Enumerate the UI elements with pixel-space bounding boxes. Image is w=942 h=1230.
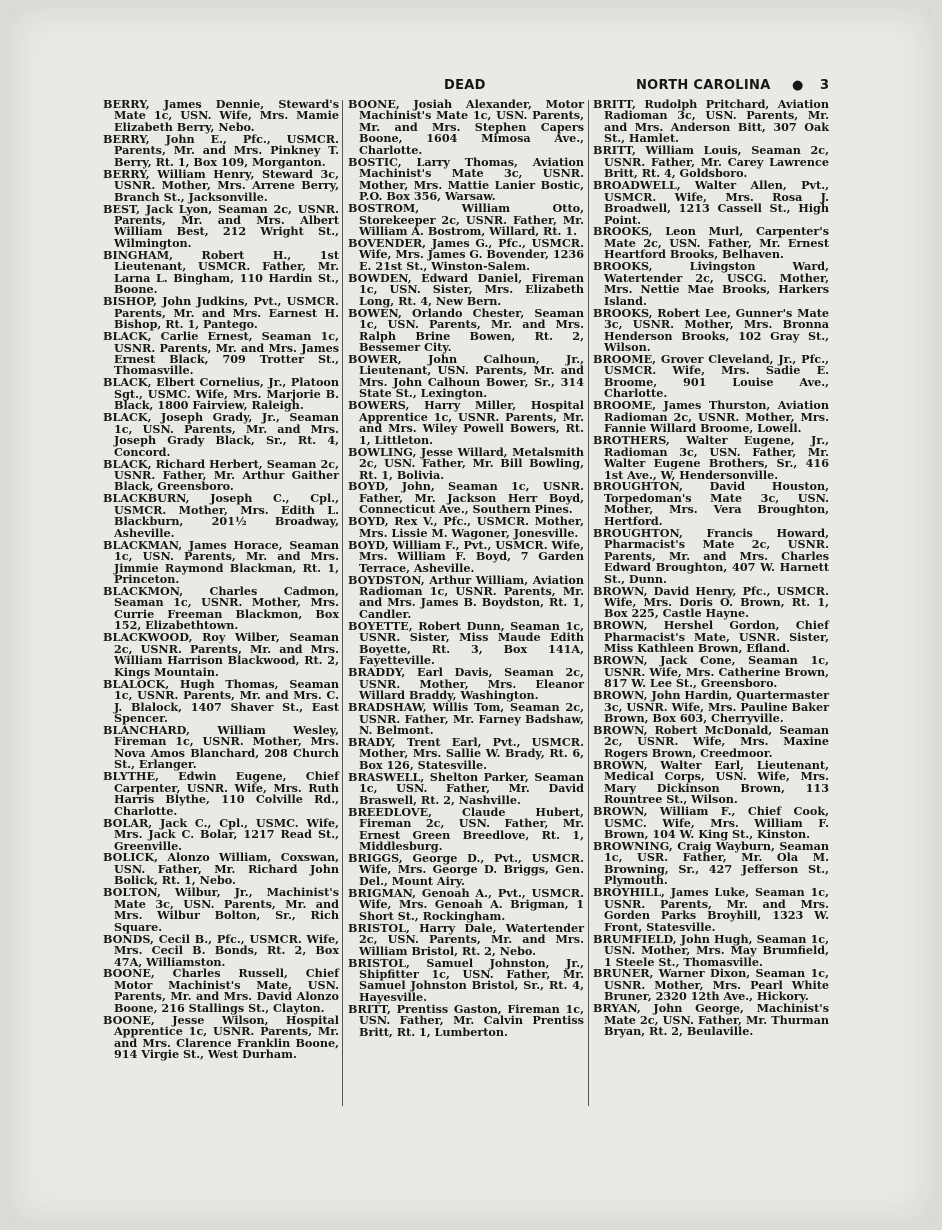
list-item: BOWER, John Calhoun, Jr., Lieutenant, USN. Parents, Mr. and Mrs. John Calhoun Bower, Sr., 314 State St., Lexington. bbox=[348, 351, 584, 401]
list-item: BROWN, Hershel Gordon, Chief Pharmacist's Mate, USNR. Sister, Miss Kathleen Brown, Efland. bbox=[593, 618, 829, 656]
list-item: BOYETTE, Robert Dunn, Seaman 1c, USNR. Sister, Miss Maude Edith Boyette, Rt. 3, Box 141A, Fayetteville. bbox=[348, 618, 584, 668]
list-item: BLACK, Richard Herbert, Seaman 2c, USNR. Father, Mr. Arthur Gaither Black, Greensboro. bbox=[103, 456, 339, 494]
list-item: BRITT, William Louis, Seaman 2c, USNR. Father, Mr. Carey Lawrence Britt, Rt. 4, Goldsboro. bbox=[593, 143, 829, 181]
list-item: BOWEN, Orlando Chester, Seaman 1c, USN. Parents, Mr. and Mrs. Ralph Brine Bowen, Rt. 2, Bessemer City. bbox=[348, 305, 584, 355]
list-item: BLACK, Carlie Ernest, Seaman 1c, USNR. Parents, Mr. and Mrs. James Ernest Black, 709 Trotter St., Thomasville. bbox=[103, 329, 339, 378]
list-item: BROWN, David Henry, Pfc., USMCR. Wife, Mrs. Doris O. Brown, Rt. 1, Box 225, Castle Hayne. bbox=[593, 583, 829, 621]
list-item: BOONE, Jesse Wilson, Hospital Apprentice 1c, USNR. Parents, Mr. and Mrs. Clarence Franklin Boone, 914 Virgie St., West Durham. bbox=[103, 1012, 339, 1062]
list-item: BOONE, Josiah Alexander, Motor Machinist's Mate 1c, USN. Parents, Mr. and Mrs. Stephen Capers Boone, 1604 Mimosa Ave., Charlotte. bbox=[348, 97, 584, 157]
header-state: NORTH CAROLINA bbox=[636, 78, 771, 93]
column-divider-1 bbox=[342, 100, 343, 1106]
list-item: BOSTIC, Larry Thomas, Aviation Machinist's Mate 3c, USNR. Mother, Mrs. Mattie Lanier Bostic, P.O. Box 356, Warsaw. bbox=[348, 154, 584, 204]
list-item: BRIGGS, George D., Pvt., USMCR. Wife, Mrs. George D. Briggs, Gen. Del., Mount Airy. bbox=[348, 850, 584, 888]
list-item: BRITT, Prentiss Gaston, Fireman 1c, USN. Father, Mr. Calvin Prentiss Britt, Rt. 1, Lumberton. bbox=[348, 1001, 584, 1039]
list-item: BRADSHAW, Willis Tom, Seaman 2c, USNR. Father, Mr. Farney Badshaw, N. Belmont. bbox=[348, 700, 584, 737]
list-item: BRITT, Rudolph Pritchard, Aviation Radioman 3c, USN. Parents, Mr. and Mrs. Anderson Bitt, 307 Oak St., Hamlet. bbox=[593, 97, 829, 146]
list-item: BLACKWOOD, Roy Wilber, Seaman 2c, USNR. Parents, Mr. and Mrs. William Harrison Blackwood, Rt. 2, Kings Mountain. bbox=[103, 630, 339, 679]
list-item: BERRY, John E., Pfc., USMCR. Parents, Mr. and Mrs. Pinkney T. Berry, Rt. 1, Box 109, Morganton. bbox=[103, 131, 339, 169]
list-item: BROWN, Jack Cone, Seaman 1c, USNR. Wife, Mrs. Catherine Brown, 817 W. Lee St., Greensboro. bbox=[593, 653, 829, 691]
list-item: BOLICK, Alonzo William, Coxswan, USN. Father, Mr. Richard John Bolick, Rt. 1, Nebo. bbox=[103, 850, 339, 888]
list-item: BOLTON, Wilbur, Jr., Machinist's Mate 3c, USN. Parents, Mr. and Mrs. Wilbur Bolton, Sr., Rich Square. bbox=[103, 885, 339, 934]
list-item: BROUGHTON, David Houston, Torpedoman's Mate 3c, USN. Mother, Mrs. Vera Broughton, Hertford. bbox=[593, 479, 829, 528]
list-item: BOWERS, Harry Miller, Hospital Apprentice 1c, USNR. Parents, Mr. and Mrs. Wiley Powell Bowers, Rt. 1, Littleton. bbox=[348, 398, 584, 447]
list-item: BROWN, Walter Earl, Lieutenant, Medical Corps, USN. Wife, Mrs. Mary Dickinson Brown, 113 Rountree St., Wilson. bbox=[593, 757, 829, 807]
list-item: BROWN, John Hardin, Quartermaster 3c, USNR. Wife, Mrs. Pauline Baker Brown, Box 603, Cherryville. bbox=[593, 688, 829, 726]
list-item: BRISTOL, Samuel Johnston, Jr., Shipfitter 1c, USN. Father, Mr. Samuel Johnston Bristol, Sr., Rt. 4, Hayesville. bbox=[348, 955, 584, 1004]
list-item: BOYD, John, Seaman 1c, USNR. Father, Mr. Jackson Herr Boyd, Connecticut Ave., Southern Pines. bbox=[348, 479, 584, 517]
list-item: BROOKS, Livingston Ward, Watertender 2c, USCG. Mother, Mrs. Nettie Mae Brooks, Harkers Island. bbox=[593, 259, 829, 308]
list-item: BRADDY, Earl Davis, Seaman 2c, USNR. Mother, Mrs. Eleanor Willard Braddy, Washington. bbox=[348, 665, 584, 703]
list-item: BROTHERS, Walter Eugene, Jr., Radioman 3c, USN. Father, Mr. Walter Eugene Brothers, Sr., 416 1st Ave., W, Hendersonville. bbox=[593, 433, 829, 482]
list-item: BOYD, Rex V., Pfc., USMCR. Mother, Mrs. Lissie M. Wagoner, Jonesville. bbox=[348, 514, 584, 540]
list-item: BRIGMAN, Genoah A., Pvt., USMCR. Wife, Mrs. Genoah A. Brigman, 1 Short St., Rockingham. bbox=[348, 885, 584, 923]
page-header bbox=[0, 78, 942, 98]
page-number: 3 bbox=[820, 78, 830, 93]
list-item: BRUNER, Warner Dixon, Seaman 1c, USNR. Mother, Mrs. Pearl White Bruner, 2320 12th Ave., Hickory. bbox=[593, 966, 829, 1004]
list-item: BOYDSTON, Arthur William, Aviation Radioman 1c, USNR. Parents, Mr. and Mrs. James B. Boydston, Rt. 1, Candler. bbox=[348, 572, 584, 621]
list-item: BLACKMAN, James Horace, Seaman 1c, USN. Parents, Mr. and Mrs. Jimmie Raymond Blackman, Rt. 1, Princeton. bbox=[103, 537, 339, 587]
list-item: BLACKBURN, Joseph C., Cpl., USMCR. Mother, Mrs. Edith L. Blackburn, 201½ Broadway, Asheville. bbox=[103, 491, 339, 540]
list-item: BLACKMON, Charles Cadmon, Seaman 1c, USNR. Mother, Mrs. Currie Freeman Blackmon, Box 152, Elizabethtown. bbox=[103, 584, 339, 633]
list-item: BOWDEN, Edward Daniel, Fireman 1c, USN. Sister, Mrs. Elizabeth Long, Rt. 4, New Bern. bbox=[348, 270, 584, 308]
list-item: BRASWELL, Shelton Parker, Seaman 1c, USN. Father, Mr. David Braswell, Rt. 2, Nashville. bbox=[348, 769, 584, 807]
list-item: BROUGHTON, Francis Howard, Pharmacist's Mate 2c, USNR. Parents, Mr. and Mrs. Charles Edward Broughton, 407 W. Harnett St., Dunn. bbox=[593, 525, 829, 586]
list-item: BOYD, William F., Pvt., USMCR. Wife, Mrs. William F. Boyd, 7 Garden Terrace, Asheville. bbox=[348, 537, 584, 575]
list-item: BINGHAM, Robert H., 1st Lieutenant, USMCR. Father, Mr. Larna L. Bingham, 110 Hardin St., Boone. bbox=[103, 247, 339, 297]
list-item: BOSTROM, William Otto, Storekeeper 2c, USNR. Father, Mr. William A. Bostrom, Willard, Rt. 1. bbox=[348, 201, 584, 238]
list-item: BROWNING, Craig Wayburn, Seaman 1c, USR. Father, Mr. Ola M. Browning, Sr., 427 Jefferson St., Plymouth. bbox=[593, 839, 829, 888]
list-item: BROOME, Grover Cleveland, Jr., Pfc., USMCR. Wife, Mrs. Sadie E. Broome, 901 Louise Ave., Charlotte. bbox=[593, 351, 829, 401]
list-item: BROOKS, Leon Murl, Carpenter's Mate 2c, USN. Father, Mr. Ernest Heartford Brooks, Belhaven. bbox=[593, 224, 829, 262]
list-item: BROWN, Robert McDonald, Seaman 2c, USNR. Wife, Mrs. Maxine Rogers Brown, Creedmoor. bbox=[593, 722, 829, 760]
list-item: BOLAR, Jack C., Cpl., USMC. Wife, Mrs. Jack C. Bolar, 1217 Read St., Greenville. bbox=[103, 815, 339, 853]
list-item: BEST, Jack Lyon, Seaman 2c, USNR. Parents, Mr. and Mrs. Albert William Best, 212 Wright St., Wilmington. bbox=[103, 201, 339, 250]
list-item: BERRY, William Henry, Steward 3c, USNR. Mother, Mrs. Arrene Berry, Branch St., Jacksonville. bbox=[103, 166, 339, 204]
list-item: BLACK, Joseph Grady, Jr., Seaman 1c, USN. Parents, Mr. and Mrs. Joseph Grady Black, Sr., Rt. 4, Concord. bbox=[103, 410, 339, 459]
list-item: BLANCHARD, William Wesley, Fireman 1c, USNR. Mother, Mrs. Nova Amos Blanchard, 208 Church St., Erlanger. bbox=[103, 722, 339, 772]
list-item: BOVENDER, James G., Pfc., USMCR. Wife, Mrs. James G. Bovender, 1236 E. 21st St., Winston-Salem. bbox=[348, 235, 584, 273]
list-item: BRUMFIELD, John Hugh, Seaman 1c, USN. Mother, Mrs. May Brumfield, 1 Steele St., Thomasville. bbox=[593, 931, 829, 969]
list-item: BOWLING, Jesse Willard, Metalsmith 2c, USN. Father, Mr. Bill Bowling, Rt. 1, Bolivia. bbox=[348, 444, 584, 482]
list-item: BLYTHE, Edwin Eugene, Chief Carpenter, USNR. Wife, Mrs. Ruth Harris Blythe, 110 Colville Rd., Charlotte. bbox=[103, 769, 339, 818]
list-item: BOONE, Charles Russell, Chief Motor Machinist's Mate, USN. Parents, Mr. and Mrs. David Alonzo Boone, 216 Stallings St., Clayton. bbox=[103, 966, 339, 1015]
column-3 bbox=[593, 99, 829, 1038]
column-1 bbox=[103, 99, 339, 1061]
list-item: BROWN, William F., Chief Cook, USMC. Wife, Mrs. William F. Brown, 104 W. King St., Kinston. bbox=[593, 804, 829, 842]
list-item: BERRY, James Dennie, Steward's Mate 1c, USN. Wife, Mrs. Mamie Elizabeth Berry, Nebo. bbox=[103, 97, 339, 134]
list-item: BRYAN, John George, Machinist's Mate 2c, USN. Father, Mr. Thurman Bryan, Rt. 2, Beulaville. bbox=[593, 1001, 829, 1039]
list-item: BROOME, James Thurston, Aviation Radioman 2c, USNR. Mother, Mrs. Fannie Willard Broome, Lowell. bbox=[593, 398, 829, 436]
list-item: BISHOP, John Judkins, Pvt., USMCR. Parents, Mr. and Mrs. Earnest H. Bishop, Rt. 1, Pantego. bbox=[103, 294, 339, 332]
header-title: DEAD bbox=[444, 78, 486, 93]
list-item: BROYHILL, James Luke, Seaman 1c, USNR. Parents, Mr. and Mrs. Gorden Parks Broyhill, 1323 W. Front, Statesville. bbox=[593, 885, 829, 934]
column-divider-2 bbox=[588, 100, 589, 1106]
column-2 bbox=[348, 99, 584, 1039]
list-item: BROADWELL, Walter Allen, Pvt., USMCR. Wife, Mrs. Rosa J. Broadwell, 1213 Cassell St., High Point. bbox=[593, 178, 829, 227]
list-item: BONDS, Cecil B., Pfc., USMCR. Wife, Mrs. Cecil B. Bonds, Rt. 2, Box 47A, Williamston. bbox=[103, 931, 339, 969]
list-item: BROOKS, Robert Lee, Gunner's Mate 3c, USNR. Mother, Mrs. Bronna Henderson Brooks, 102 Gray St., Wilson. bbox=[593, 305, 829, 355]
header-bullet: ● bbox=[792, 78, 804, 93]
list-item: BRADY, Trent Earl, Pvt., USMCR. Mother, Mrs. Sallie W. Brady, Rt. 6, Box 126, Statesville. bbox=[348, 734, 584, 772]
list-item: BLALOCK, Hugh Thomas, Seaman 1c, USNR. Parents, Mr. and Mrs. C. J. Blalock, 1407 Shaver St., East Spencer. bbox=[103, 676, 339, 726]
list-item: BLACK, Elbert Cornelius, Jr., Platoon Sgt., USMC. Wife, Mrs. Marjorie B. Black, 1800 Fairview, Raleigh. bbox=[103, 375, 339, 413]
list-item: BRISTOL, Harry Dale, Watertender 2c, USN. Parents, Mr. and Mrs. William Bristol, Rt. 2, Nebo. bbox=[348, 920, 584, 958]
list-item: BREEDLOVE, Claude Hubert, Fireman 2c, USN. Father, Mr. Ernest Green Breedlove, Rt. 1, Middlesburg. bbox=[348, 804, 584, 853]
